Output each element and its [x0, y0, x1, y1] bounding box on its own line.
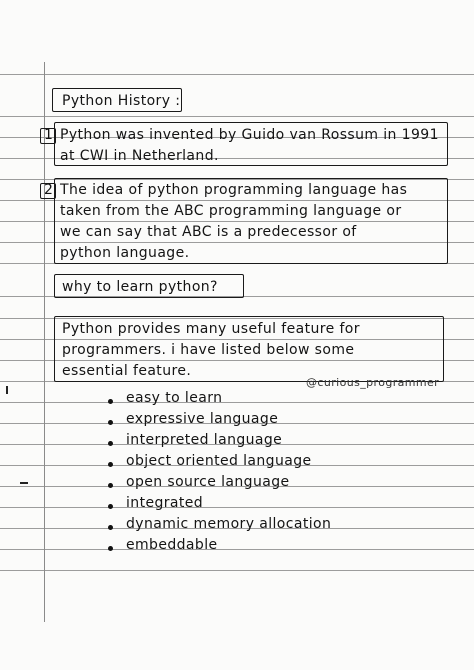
pen-mark	[20, 482, 28, 484]
ruled-line	[0, 549, 474, 550]
feature-item: easy to learn	[126, 390, 223, 406]
margin-line	[44, 62, 45, 622]
point-2-line-4: python language.	[60, 245, 190, 261]
page-title: Python History :	[62, 93, 181, 109]
feature-item: integrated	[126, 495, 204, 511]
feature-item: dynamic memory allocation	[126, 516, 332, 532]
feature-item: object oriented language	[126, 453, 312, 469]
feature-item: interpreted language	[126, 432, 283, 448]
bullet-dot	[108, 462, 113, 467]
ruled-line	[0, 74, 474, 75]
pen-mark	[6, 386, 8, 394]
bullet-dot	[108, 525, 113, 530]
ruled-line	[0, 507, 474, 508]
bullet-dot	[108, 399, 113, 404]
ruled-line	[0, 116, 474, 117]
section-heading: why to learn python?	[62, 279, 218, 295]
bullet-dot	[108, 504, 113, 509]
section-heading-box	[54, 274, 244, 298]
point-2-box	[54, 178, 448, 264]
feature-item: embeddable	[126, 537, 218, 553]
point-2-line-2: taken from the ABC programming language or	[60, 203, 402, 219]
point-1-box	[54, 122, 448, 166]
title-box	[52, 88, 182, 112]
point-2-line-1: The idea of python programming language has	[60, 182, 408, 198]
feature-item: open source language	[126, 474, 290, 490]
intro-box	[54, 316, 444, 382]
ruled-line	[0, 402, 474, 403]
point-1-line-2: at CWI in Netherland.	[60, 148, 219, 164]
point-2-line-3: we can say that ABC is a predecessor of	[60, 224, 357, 240]
bullet-dot	[108, 546, 113, 551]
point-number: 1	[44, 127, 53, 143]
bullet-dot	[108, 483, 113, 488]
feature-item: expressive language	[126, 411, 279, 427]
watermark: @curious_programmer	[306, 376, 440, 389]
point-1-line-1: Python was invented by Guido van Rossum in 1991	[60, 127, 439, 143]
bullet-dot	[108, 420, 113, 425]
intro-line-2: programmers. i have listed below some	[62, 342, 355, 358]
ruled-line	[0, 570, 474, 571]
bullet-dot	[108, 441, 113, 446]
intro-line-3: essential feature.	[62, 363, 192, 379]
intro-line-1: Python provides many useful feature for	[62, 321, 360, 337]
point-number: 2	[44, 182, 53, 198]
